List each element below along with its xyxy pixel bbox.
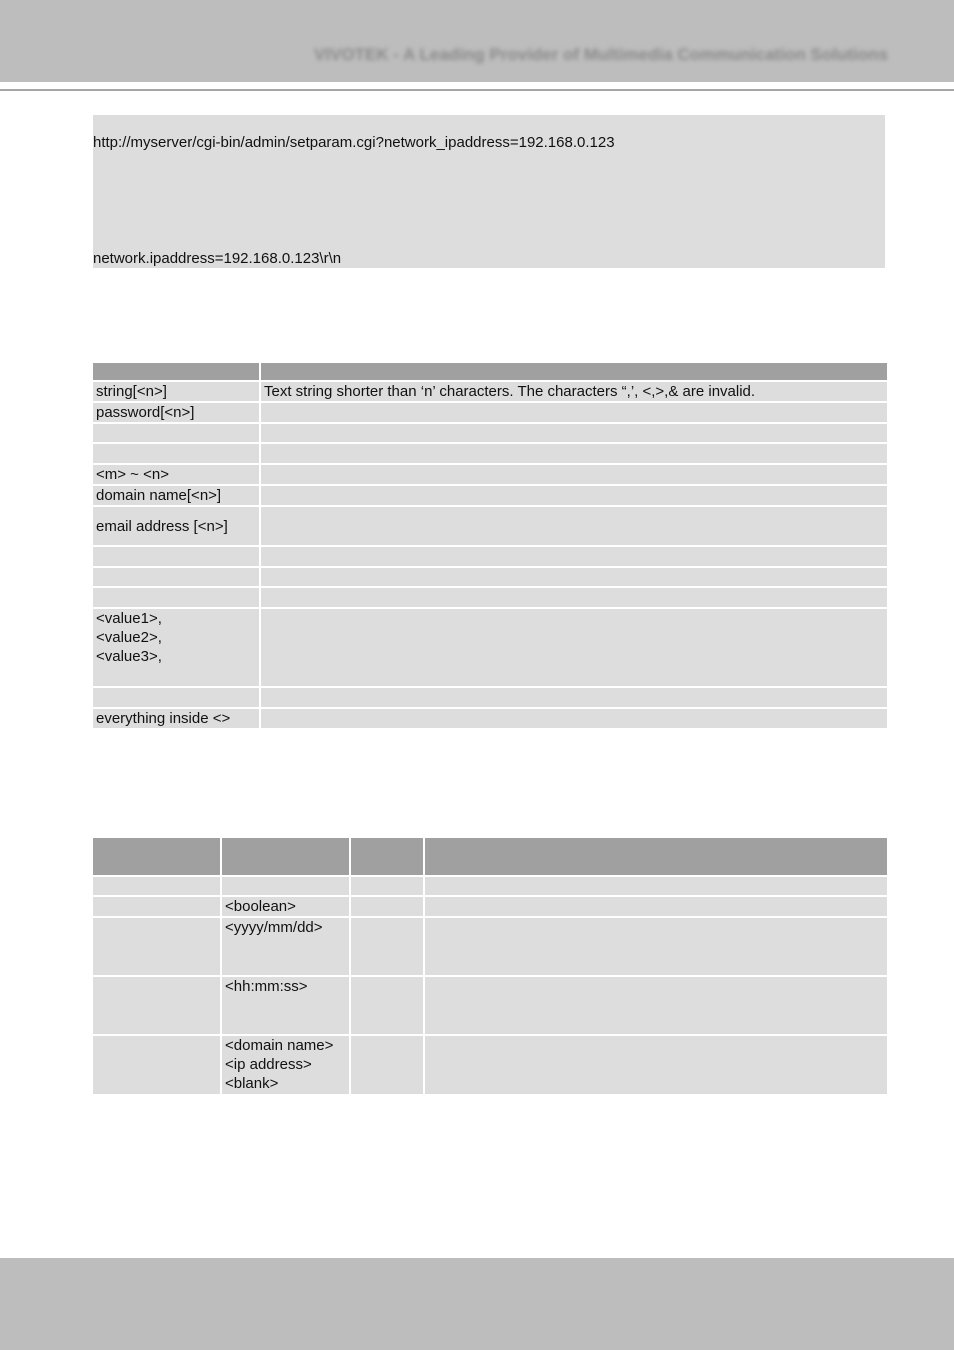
example-box <box>93 115 885 268</box>
table-row <box>93 877 887 897</box>
security-cell <box>351 897 425 918</box>
table-row <box>93 918 887 977</box>
value-cell: <domain name> <ip address> <blank> <box>222 1036 351 1094</box>
value-cell <box>222 877 351 897</box>
description-cell <box>425 977 887 1036</box>
table-row <box>93 465 887 486</box>
type-cell <box>93 588 261 609</box>
table-row <box>93 403 887 424</box>
description-cell <box>261 688 887 709</box>
security-cell <box>351 977 425 1036</box>
description-cell <box>425 897 887 918</box>
table-row <box>93 709 887 728</box>
description-cell <box>261 507 887 547</box>
type-cell: string[<n>] <box>93 382 261 403</box>
table-row <box>93 507 887 547</box>
description-cell <box>261 568 887 588</box>
group-cell <box>93 897 222 918</box>
value-cell: <hh:mm:ss> <box>222 977 351 1036</box>
table-header-row <box>93 838 887 877</box>
header-cell <box>93 838 222 877</box>
header-cell <box>261 363 887 382</box>
value-cell: <boolean> <box>222 897 351 918</box>
page-footer <box>0 1258 954 1350</box>
table-row <box>93 977 887 1036</box>
description-cell <box>261 465 887 486</box>
group-cell <box>93 977 222 1036</box>
description-cell <box>261 486 887 507</box>
table-header-row <box>93 363 887 382</box>
example-response: network.ipaddress=192.168.0.123\r\n <box>93 250 342 267</box>
page-header <box>0 0 954 82</box>
value-cell: <yyyy/mm/dd> <box>222 918 351 977</box>
table-row <box>93 382 887 403</box>
description-cell: Text string shorter than ‘n’ characters. The characters “,’, <,>,& are invalid. <box>261 382 887 403</box>
table-row <box>93 547 887 568</box>
group-cell <box>93 1036 222 1094</box>
type-cell: <value1>, <value2>, <value3>, <box>93 609 261 688</box>
description-cell <box>261 403 887 424</box>
description-cell <box>261 424 887 444</box>
description-cell <box>261 588 887 609</box>
table-row <box>93 897 887 918</box>
type-cell: everything inside <> <box>93 709 261 728</box>
header-divider <box>0 89 954 91</box>
table-row <box>93 424 887 444</box>
type-cell <box>93 444 261 465</box>
type-cell <box>93 568 261 588</box>
description-cell <box>261 609 887 688</box>
group-cell <box>93 877 222 897</box>
table-row <box>93 609 887 688</box>
type-cell: password[<n>] <box>93 403 261 424</box>
group-cell <box>93 918 222 977</box>
table-row <box>93 444 887 465</box>
type-cell <box>93 424 261 444</box>
description-cell <box>425 877 887 897</box>
security-cell <box>351 877 425 897</box>
header-cell <box>351 838 425 877</box>
type-cell: domain name[<n>] <box>93 486 261 507</box>
table-row <box>93 486 887 507</box>
security-cell <box>351 918 425 977</box>
description-cell <box>261 709 887 728</box>
table-row <box>93 568 887 588</box>
type-cell <box>93 547 261 568</box>
header-cell <box>222 838 351 877</box>
table-row <box>93 1036 887 1094</box>
description-cell <box>425 1036 887 1094</box>
type-cell <box>93 688 261 709</box>
description-cell <box>261 547 887 568</box>
header-cell <box>425 838 887 877</box>
example-request: http://myserver/cgi-bin/admin/setparam.cgi?network_ipaddress=192.168.0.123 <box>93 134 615 151</box>
header-title: VIVOTEK - A Leading Provider of Multimedia Communication Solutions <box>314 45 888 64</box>
table-row <box>93 588 887 609</box>
data-type-table <box>93 363 887 728</box>
type-cell: email address [<n>] <box>93 507 261 547</box>
parameter-table <box>93 838 887 1094</box>
type-cell: <m> ~ <n> <box>93 465 261 486</box>
table-row <box>93 688 887 709</box>
security-cell <box>351 1036 425 1094</box>
header-cell <box>93 363 261 382</box>
description-cell <box>261 444 887 465</box>
description-cell <box>425 918 887 977</box>
